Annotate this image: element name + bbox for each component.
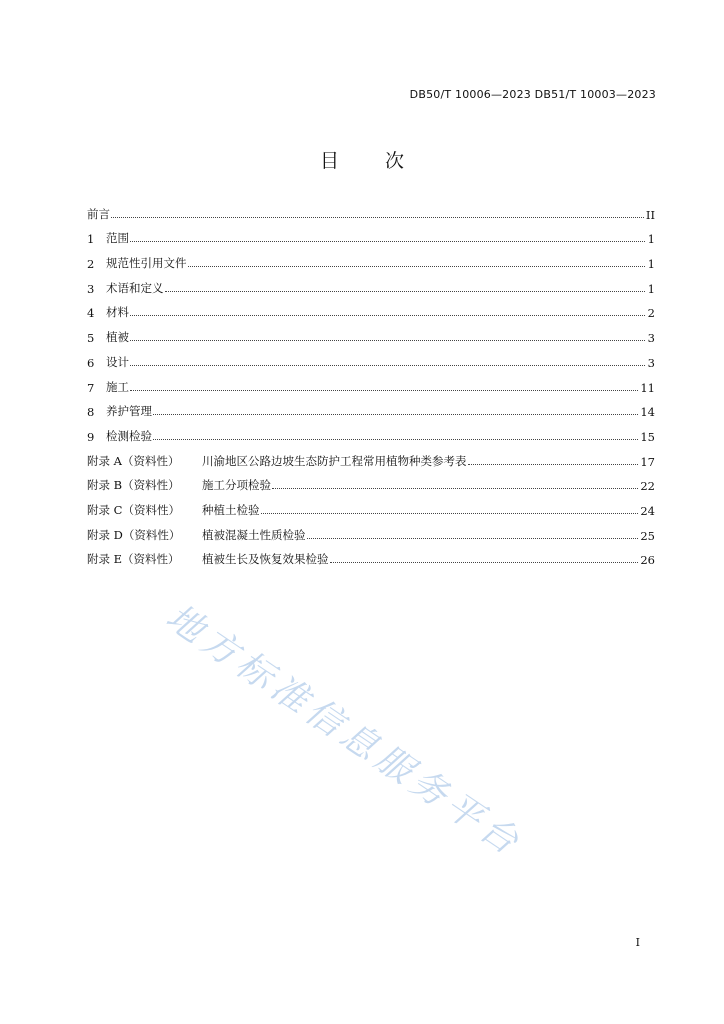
toc-entry-label: 川渝地区公路边坡生态防护工程常用植物种类参考表 [202, 453, 467, 468]
dot-leader [468, 463, 639, 465]
toc-entry-number: 3 [87, 281, 95, 296]
watermark: 地方标准信息服务平台 [158, 596, 530, 866]
toc-entry-page: 14 [640, 405, 655, 420]
toc-entry-number: 附录 C（资料性） [87, 502, 180, 517]
toc-entry-page: 17 [640, 454, 655, 469]
toc-entry-number: 1 [87, 232, 95, 247]
toc-entry-page: 1 [647, 232, 655, 247]
dot-leader [111, 216, 644, 218]
toc-entry-4[interactable] [87, 296, 655, 321]
table-of-contents [87, 197, 655, 567]
toc-entry-appendix-b[interactable] [87, 469, 655, 494]
page-title: 目次 [319, 150, 450, 172]
toc-entry-label: 范围 [106, 231, 129, 246]
toc-entry-8[interactable] [87, 395, 655, 420]
toc-entry-page: 15 [640, 429, 655, 444]
toc-entry-page: 3 [647, 355, 655, 370]
dot-leader [130, 240, 645, 242]
toc-entry-label: 植被混凝土性质检验 [202, 527, 306, 542]
toc-entry-appendix-c[interactable] [87, 493, 655, 518]
toc-entry-number: 8 [87, 405, 95, 420]
toc-entry-page: II [645, 207, 655, 222]
toc-entry-number: 附录 D（资料性） [87, 527, 181, 542]
toc-entry-number: 附录 E（资料性） [87, 552, 180, 567]
dot-leader [153, 413, 638, 415]
dot-leader [272, 487, 638, 489]
toc-entry-number: 7 [87, 380, 95, 395]
toc-entry-number: 9 [87, 429, 95, 444]
toc-entry-5[interactable] [87, 320, 655, 345]
toc-entry-number: 5 [87, 331, 95, 346]
toc-entry-page: 1 [647, 257, 655, 272]
dot-leader [261, 512, 639, 514]
toc-entry-label: 前言 [87, 206, 110, 221]
toc-entry-6[interactable] [87, 345, 655, 370]
toc-entry-label: 种植土检验 [202, 502, 260, 517]
toc-entry-appendix-d[interactable] [87, 518, 655, 543]
toc-entry-label: 检测检验 [106, 428, 152, 443]
toc-entry-appendix-e[interactable] [87, 543, 655, 568]
toc-entry-2[interactable] [87, 246, 655, 271]
toc-entry-label: 设计 [106, 354, 129, 369]
dot-leader [130, 314, 645, 316]
toc-entry-9[interactable] [87, 419, 655, 444]
toc-entry-7[interactable] [87, 370, 655, 395]
toc-entry-page: 26 [640, 553, 655, 568]
toc-entry-1[interactable] [87, 222, 655, 247]
toc-entry-label: 材料 [106, 305, 129, 320]
dot-leader [307, 537, 639, 539]
toc-entry-number: 2 [87, 257, 95, 272]
page-number: I [635, 936, 640, 949]
toc-entry-page: 3 [647, 331, 655, 346]
toc-entry-3[interactable] [87, 271, 655, 296]
toc-entry-label: 施工 [106, 379, 129, 394]
toc-entry-label: 植被 [106, 330, 129, 345]
toc-entry-label: 施工分项检验 [202, 478, 271, 493]
toc-entry-page: 25 [640, 528, 655, 543]
toc-entry-label: 规范性引用文件 [106, 256, 187, 271]
dot-leader [330, 561, 639, 563]
toc-entry-page: 1 [647, 281, 655, 296]
dot-leader [130, 364, 645, 366]
toc-entry-number: 附录 B（资料性） [87, 478, 180, 493]
dot-leader [130, 389, 638, 391]
toc-entry-number: 附录 A（资料性） [87, 453, 180, 468]
toc-entry-appendix-a[interactable] [87, 444, 655, 469]
toc-entry-page: 24 [640, 503, 655, 518]
toc-entry-label: 养护管理 [106, 404, 152, 419]
toc-entry-label: 术语和定义 [106, 280, 164, 295]
toc-entry-number: 4 [87, 306, 95, 321]
toc-entry-page: 2 [647, 306, 655, 321]
toc-entry-preface[interactable] [87, 197, 655, 222]
dot-leader [188, 265, 646, 267]
document-header: DB50/T 10006—2023 DB51/T 10003—2023 [409, 88, 656, 101]
dot-leader [153, 438, 638, 440]
toc-entry-number: 6 [87, 355, 95, 370]
dot-leader [165, 290, 646, 292]
dot-leader [130, 339, 645, 341]
toc-entry-page: 22 [640, 479, 655, 494]
toc-entry-page: 11 [640, 380, 655, 395]
toc-entry-label: 植被生长及恢复效果检验 [202, 552, 329, 567]
